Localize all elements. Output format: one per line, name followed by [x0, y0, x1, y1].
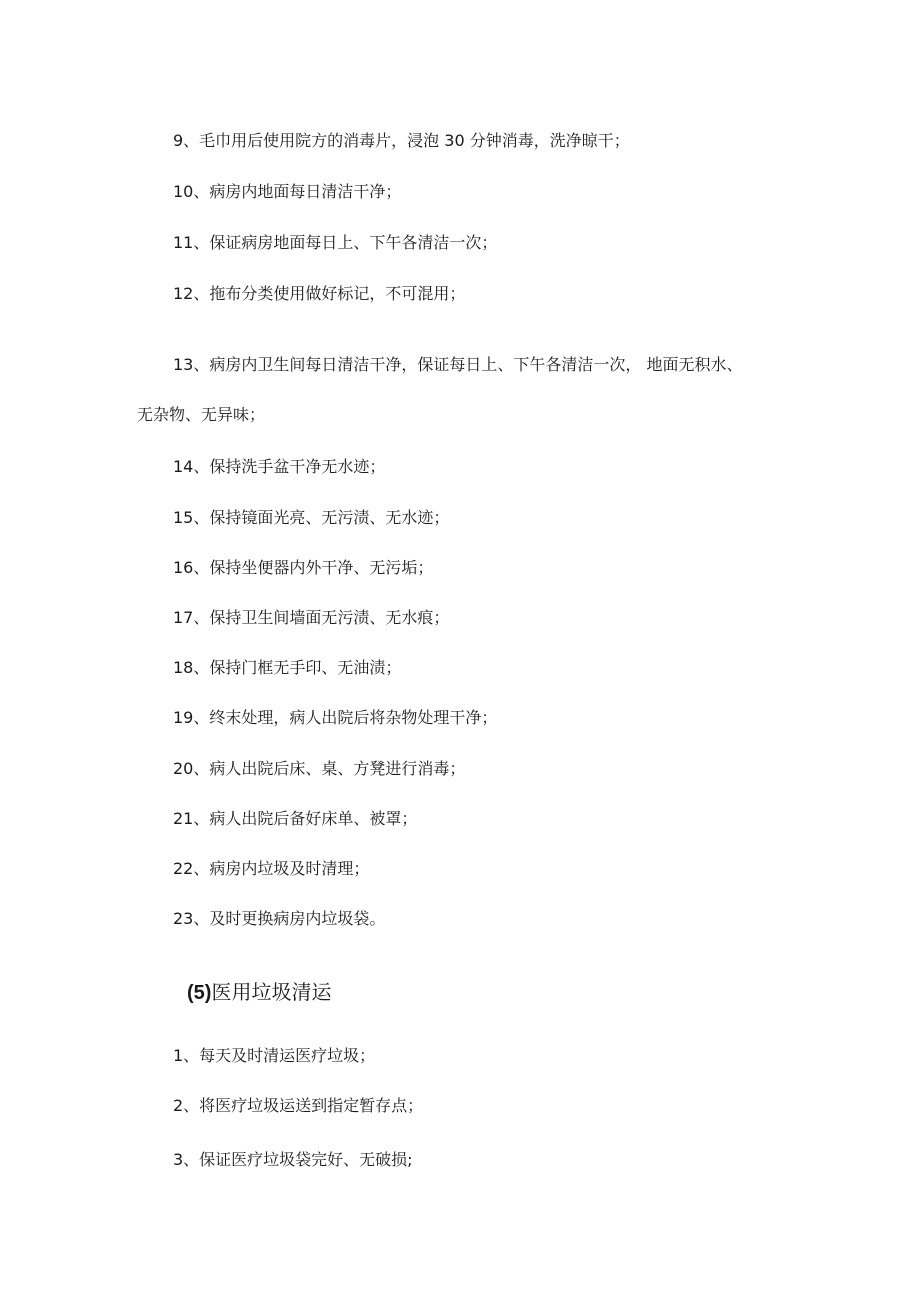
section-title: 医用垃圾清运 — [211, 980, 332, 1004]
list-item: 1、每天及时清运医疗垃圾； — [173, 1046, 376, 1065]
list-item: 2、将医疗垃圾运送到指定暂存点； — [173, 1096, 424, 1115]
list-item: 13、病房内卫生间每日清洁干净，保证每日上、下午各清洁一次， 地面无积水、 — [173, 355, 743, 374]
list-item: 14、保持洗手盆干净无水迹； — [173, 457, 386, 476]
list-item: 10、病房内地面每日清洁干净； — [173, 182, 402, 201]
list-item: 23、及时更换病房内垃圾袋。 — [173, 909, 386, 928]
list-item: 21、病人出院后备好床单、被罩； — [173, 809, 418, 828]
list-item: 22、病房内垃圾及时清理； — [173, 859, 370, 878]
list-item: 19、终末处理，病人出院后将杂物处理干净； — [173, 708, 498, 727]
list-item-continuation: 无杂物、无异味； — [137, 405, 266, 424]
list-item: 18、保持门框无手印、无油渍； — [173, 658, 402, 677]
list-item: 9、毛巾用后使用院方的消毒片，浸泡 30 分钟消毒，洗净晾干； — [173, 131, 630, 150]
list-item: 16、保持坐便器内外干净、无污垢； — [173, 558, 434, 577]
list-item: 12、拖布分类使用做好标记，不可混用； — [173, 284, 466, 303]
section-number: (5) — [187, 982, 212, 1004]
list-item: 20、病人出院后床、桌、方凳进行消毒； — [173, 759, 466, 778]
list-item: 11、保证病房地面每日上、下午各清洁一次； — [173, 233, 498, 252]
section-heading — [187, 979, 331, 1006]
list-item: 17、保持卫生间墙面无污渍、无水痕； — [173, 608, 450, 627]
list-item: 15、保持镜面光亮、无污渍、无水迹； — [173, 508, 450, 527]
list-item: 3、保证医疗垃圾袋完好、无破损; — [173, 1150, 413, 1169]
